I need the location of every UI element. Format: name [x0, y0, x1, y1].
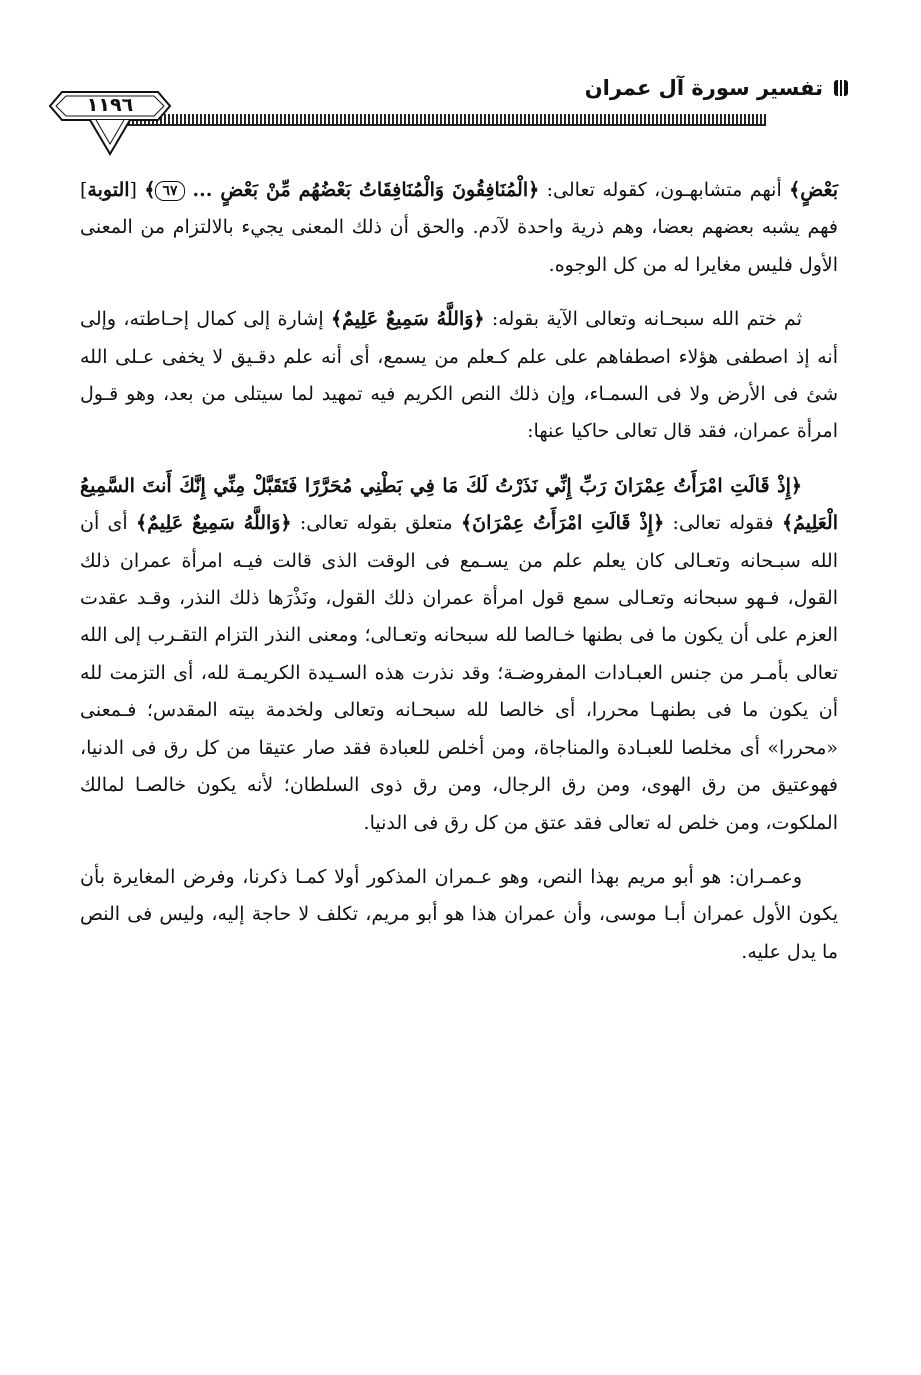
page-number: ١١٩٦ [86, 94, 134, 116]
paragraph [80, 468, 838, 842]
text-run: أى أن الله سبـحانه وتعـالى كان يعلم علم من يسـمع فى الوقت الذى قالت فيـه امرأة عمران ذلك القول، فـهو سبحانه وتعـالى سمع قول امرأة عمران ذلك القول، ونَذْرَها ذلك النذر، وقـد عقدت العزم على أن يكون ما فى بطنها خـالصا لله سبحانه وتعـالى؛ ومعنى النذر التزام التقـرب إلى الله تعالى بأمـر من جنس العبـادات المفروضـة؛ وقد نذرت هذه السـيدة الكريمـة لله، أى التزمت لله أن يكون ما فى بطنهـا محررا، أى خالصا لله سبحـانه وتعالى ولخدمة بيته المقدس؛ فـمعنى «محررا» أى مخلصا للعبـادة والمناجاة، ومن أخلص للعبادة فقد صار عتيقا من كل رق فى الدنيا، فهوعتيق من رق الهوى، ومن رق الرجال، ومن رق ذوى السلطان؛ لأنه يكون خالصـا لمالك الملكوت، ومن خلص له تعالى فقد عتق من كل رق فى الدنيا. [80, 512, 838, 834]
text-run: [ [129, 179, 145, 201]
header-rule [116, 114, 766, 126]
running-header [585, 68, 849, 108]
quran-quote: ﴾ [144, 179, 156, 201]
text-run: فقوله تعالى: [664, 512, 782, 535]
paragraph [80, 859, 838, 971]
text-run: ] فهم يشبه بعضهم بعضا، وهم ذرية واحدة لآدم. والحق أن ذلك المعنى يجيء بالالتزام من المعنى الأول فليس مغايرا له من كل الوجوه. [80, 179, 838, 276]
text-run: ثم ختم الله سبحـانه وتعالى الآية بقوله: [484, 308, 802, 331]
text-run: إشارة إلى كمال إحـاطته، وإلى أنه إذ اصطفى هؤلاء اصطفاهم على علم كـعلم من يسمع، أى أنه علم دقـيق لا يخفى عـلى الله شئ فى الأرض ولا فى السمـاء، وإن ذلك النص الكريم فيه تمهيد لما سيتلى من بعد، وهو قـول امرأة عمران، فقد قال تعالى حاكيا عنها: [80, 308, 838, 443]
quran-quote: بَعْضٍ﴾ [789, 179, 838, 201]
paragraph [80, 301, 838, 451]
page-content [80, 172, 838, 988]
text-run: متعلق بقوله تعالى: [291, 512, 462, 535]
text-run: وعمـران: هو أبو مريم بهذا النص، وهو عـمران المذكور أولا كمـا ذكرنا، وفرض المغايرة بأن يكون الأول عمران أبـا موسى، وأن عمران هذا هو أبو مريم، تكلف لا حاجة إليه، وليس فى النص ما يدل عليه. [80, 865, 838, 963]
surah-reference: التوبة [87, 179, 130, 201]
surah-title: تفسير سورة آل عمران [584, 76, 823, 100]
ayah-number: ٦٧ [155, 181, 184, 201]
page-number-badge [40, 88, 180, 158]
quran-quote: ﴿الْمُنَافِقُونَ وَالْمُنَافِقَاتُ بَعْضُهُم مِّنْ بَعْضٍ ... [184, 179, 540, 201]
quran-quote: ﴿إِذْ قَالَتِ امْرَأَتُ عِمْرَانَ رَبِّ إِنِّي نَذَرْتُ لَكَ مَا فِي بَطْنِي مُحَرَّرًا فَتَقَبَّلْ مِنِّي إِنَّكَ أَنتَ السَّمِيعُ الْعَلِيمُ﴾ [80, 474, 838, 535]
ornament-icon [833, 77, 849, 99]
text-run: أنهم متشابهـون، كقوله تعالى: [539, 179, 790, 201]
paragraph [80, 172, 838, 284]
quran-quote: ﴿وَاللَّهُ سَمِيعٌ عَلِيمٌ﴾ [136, 512, 292, 535]
quran-quote: ﴿إِذْ قَالَتِ امْرَأَتُ عِمْرَانَ﴾ [461, 512, 665, 535]
quran-quote: ﴿وَاللَّهُ سَمِيعٌ عَلِيمٌ﴾ [330, 308, 485, 331]
